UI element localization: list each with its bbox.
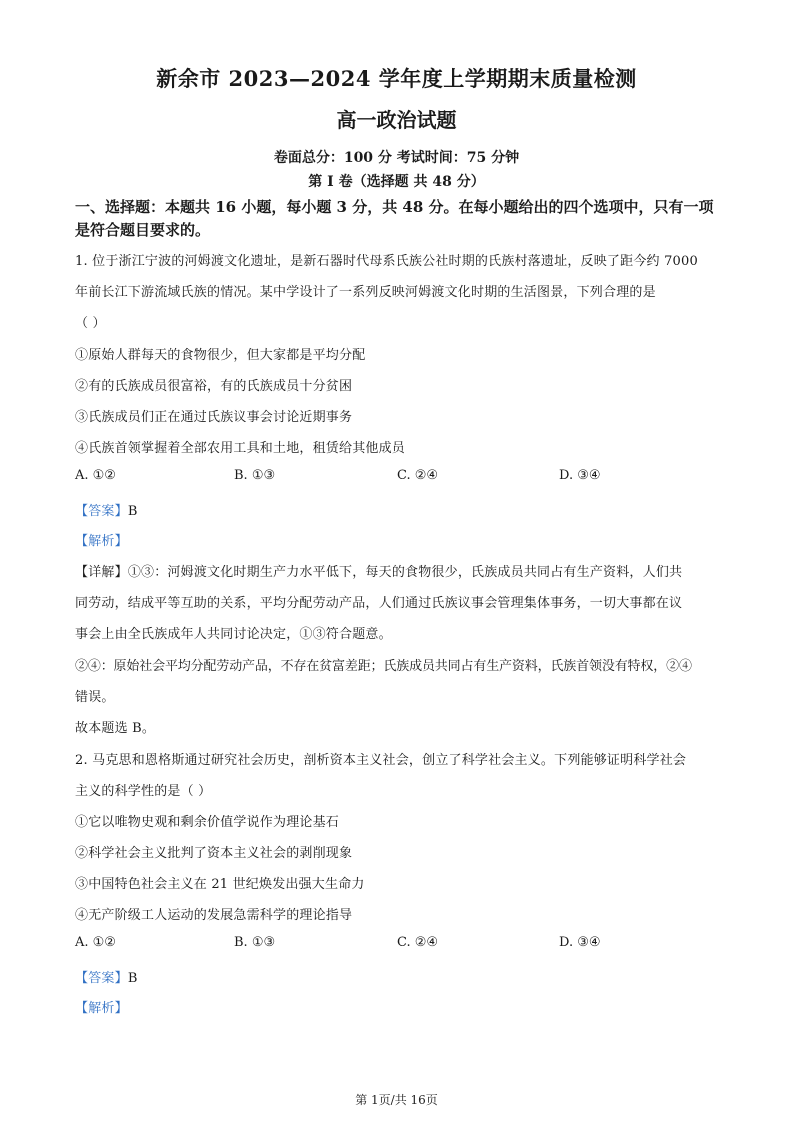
q1-option-a: A. ①② bbox=[75, 468, 116, 483]
exam-info: 卷面总分：100 分 考试时间：75 分钟 bbox=[273, 150, 520, 166]
q2-statement-2: ②科学社会主义批判了资本主义社会的剥削现象 bbox=[75, 846, 353, 861]
q2-option-c: C. ②④ bbox=[397, 935, 439, 950]
q2-statement-1: ①它以唯物史观和剩余价值学说作为理论基石 bbox=[75, 815, 340, 830]
page-number: 第 1页/共 16页 bbox=[355, 1093, 438, 1107]
q1-detail-line4: ②④：原始社会平均分配劳动产品，不存在贫富差距；氏族成员共同占有生产资料，氏族首领没有特权，②④ bbox=[75, 659, 692, 674]
q1-detail-tag: 【详解】 bbox=[75, 565, 128, 580]
q1-stem-line2: 年前长江下游流域氏族的情况。某中学设计了一系列反映河姆渡文化时期的生活图景，下列合理的是 bbox=[75, 285, 656, 300]
q1-statement-4: ④氏族首领掌握着全部农用工具和土地，租赁给其他成员 bbox=[75, 441, 406, 456]
q1-detail-line2: 同劳动，结成平等互助的关系，平均分配劳动产品，人们通过氏族议事会管理集体事务，一切大事都在议 bbox=[75, 596, 683, 611]
q1-answer: B bbox=[127, 504, 138, 519]
section-heading-line1: 一、选择题：本题共 16 小题，每小题 3 分，共 48 分。在每小题给出的四个选项中，只有一项 bbox=[75, 198, 714, 216]
q1-conclusion: 故本题选 B。 bbox=[75, 721, 156, 736]
q1-analysis-tag: 【解析】 bbox=[75, 534, 128, 549]
exam-title: 新余市 2023—2024 学年度上学期期末质量检测 bbox=[156, 66, 637, 91]
q2-stem-line2: 主义的科学性的是（ ） bbox=[75, 784, 212, 799]
volume-heading: 第 I 卷（选择题 共 48 分） bbox=[308, 174, 485, 190]
q1-detail-text1: ①③：河姆渡文化时期生产力水平低下，每天的食物很少，氏族成员共同占有生产资料，人们共 bbox=[127, 565, 683, 580]
exam-subtitle: 高一政治试题 bbox=[336, 108, 457, 132]
q2-answer-tag: 【答案】 bbox=[75, 971, 128, 986]
q1-detail-line5: 错误。 bbox=[75, 690, 115, 705]
q2-statement-4: ④无产阶级工人运动的发展急需科学的理论指导 bbox=[75, 908, 353, 923]
q2-stem-line1: 2. 马克思和恩格斯通过研究社会历史，剖析资本主义社会，创立了科学社会主义。下列能够证明科学社会 bbox=[75, 753, 687, 768]
q1-answer-tag: 【答案】 bbox=[75, 504, 128, 519]
q1-option-c: C. ②④ bbox=[397, 468, 439, 483]
q1-detail-line1 bbox=[75, 561, 682, 580]
q1-stem-line1: 1. 位于浙江宁波的河姆渡文化遗址，是新石器时代母系氏族公社时期的氏族村落遗址，反映了距今约 7000 bbox=[75, 254, 698, 269]
q1-detail-line3: 事会上由全氏族成年人共同讨论决定，①③符合题意。 bbox=[75, 627, 392, 642]
q1-statement-3: ③氏族成员们正在通过氏族议事会讨论近期事务 bbox=[75, 410, 353, 425]
q2-option-d: D. ③④ bbox=[559, 935, 601, 950]
q1-stem-line3: （ ） bbox=[75, 316, 106, 331]
q2-option-a: A. ①② bbox=[75, 935, 116, 950]
q1-option-d: D. ③④ bbox=[559, 468, 601, 483]
q2-statement-3: ③中国特色社会主义在 21 世纪焕发出强大生命力 bbox=[75, 877, 365, 892]
q1-statement-2: ②有的氏族成员很富裕，有的氏族成员十分贫困 bbox=[75, 379, 353, 394]
q1-statement-1: ①原始人群每天的食物很少，但大家都是平均分配 bbox=[75, 348, 366, 363]
section-heading-line2: 是符合题目要求的。 bbox=[75, 221, 211, 239]
q2-answer-line bbox=[75, 967, 138, 986]
q2-analysis-tag: 【解析】 bbox=[75, 1001, 128, 1016]
q2-option-b: B. ①③ bbox=[234, 935, 276, 950]
q1-option-b: B. ①③ bbox=[234, 468, 276, 483]
q2-answer: B bbox=[127, 971, 138, 986]
q1-answer-line bbox=[75, 500, 138, 519]
